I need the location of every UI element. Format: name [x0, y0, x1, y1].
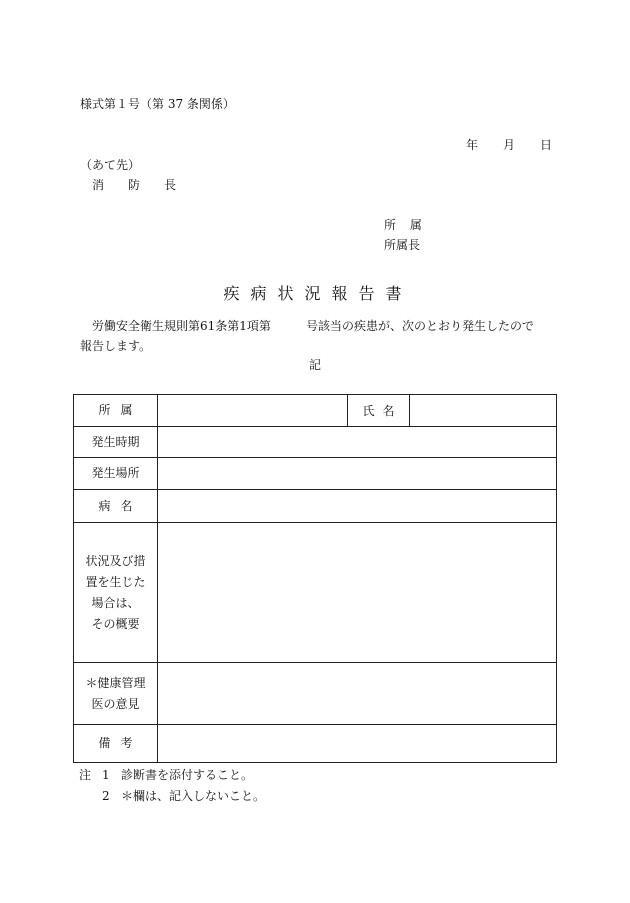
occurrence-place-value-cell[interactable]	[158, 458, 556, 489]
situation-label-line-1: 状況及び措	[85, 553, 146, 568]
notes-prefix: 注	[79, 768, 92, 782]
report-table	[73, 394, 557, 763]
name-label-cell: 氏名	[347, 395, 410, 426]
doctor-opinion-label-line-2: 医の意見	[91, 696, 140, 711]
name-value-cell[interactable]	[410, 395, 556, 426]
body-text-line1-part2: 号該当の疾患が、次のとおり発生したので	[306, 319, 535, 333]
body-text-line2: 報告します。	[80, 339, 152, 353]
addressee-name: 消 防 長	[92, 178, 183, 192]
affiliation-value-cell[interactable]	[158, 395, 347, 426]
date-year-label: 年	[466, 138, 479, 152]
addressee-prefix: （あて先）	[80, 158, 141, 172]
body-text-line1-part1: 労働安全衛生規則第61条第1項第	[92, 319, 271, 333]
row-occurrence-place	[74, 458, 556, 490]
doctor-opinion-value-cell[interactable]	[158, 663, 556, 724]
situation-label-line-3: 場合は、	[91, 595, 140, 610]
row-affiliation-name	[74, 395, 556, 427]
doctor-opinion-label-cell	[74, 663, 158, 724]
row-occurrence-time	[74, 427, 556, 458]
doctor-opinion-label-line-1: ＊健康管理	[85, 675, 146, 690]
situation-label-cell	[74, 523, 158, 662]
situation-label-line-4: その概要	[91, 616, 140, 631]
row-disease-name	[74, 490, 556, 523]
ki-label: 記	[308, 358, 321, 372]
form-number: 様式第１号（第 37 条関係）	[80, 97, 235, 111]
document-title: 疾病状況報告書	[223, 284, 413, 303]
remarks-label-cell: 備考	[74, 725, 158, 762]
remarks-value-cell[interactable]	[158, 725, 556, 762]
situation-value-cell[interactable]	[158, 523, 556, 662]
row-remarks	[74, 725, 556, 762]
situation-label-line-2: 置を生じた	[85, 574, 146, 589]
occurrence-time-value-cell[interactable]	[158, 427, 556, 457]
occurrence-time-label-cell: 発生時期	[74, 427, 158, 457]
note-1-text: 診断書を添付すること。	[121, 768, 254, 782]
occurrence-place-label-cell: 発生場所	[74, 458, 158, 489]
date-day-label: 日	[540, 138, 553, 152]
disease-name-label-cell: 病名	[74, 490, 158, 522]
note-1-number: 1	[102, 768, 110, 782]
sender-affiliation-label: 所 属	[384, 218, 427, 232]
disease-name-value-cell[interactable]	[158, 490, 556, 522]
sender-affiliation-head-label: 所属長	[384, 238, 421, 252]
row-situation	[74, 523, 556, 663]
note-2-number: 2	[102, 789, 110, 803]
affiliation-label-cell: 所属	[74, 395, 158, 426]
note-2-text: ＊欄は、記入しないこと。	[121, 789, 266, 803]
row-doctor-opinion	[74, 663, 556, 725]
date-month-label: 月	[503, 138, 516, 152]
